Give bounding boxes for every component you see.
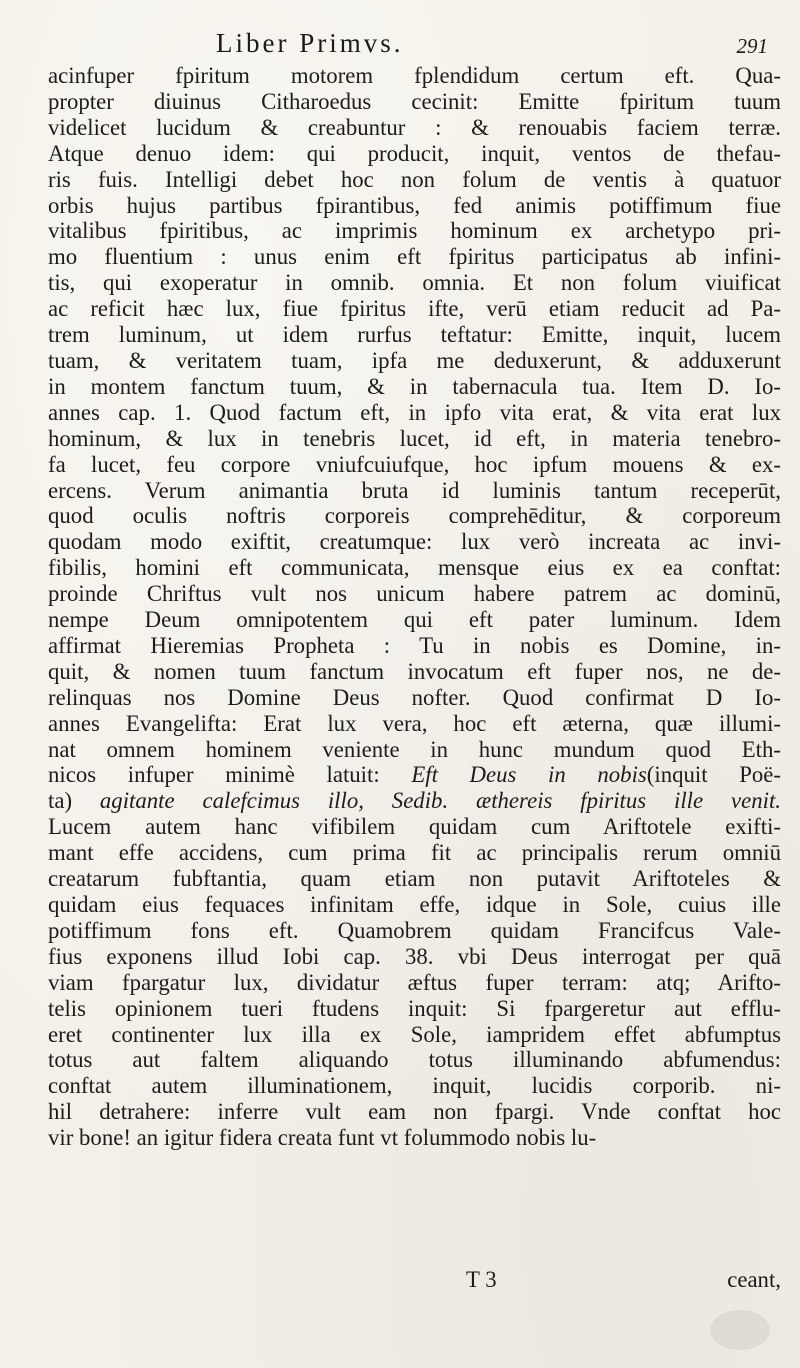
text-line: acinfuper fpiritum motorem fplendidum certum eft. Qua- [48,63,781,88]
line-roman-segment: nicos infuper minimè latuit: [48,762,412,788]
text-line: annes Evangelifta: Erat lux vera, hoc eft æterna, quæ illumi- [48,710,781,736]
page-footer [48,1267,781,1293]
line-roman-segment: ta) [48,788,100,814]
text-line [48,788,781,814]
signature-mark: T 3 [466,1267,497,1292]
text-line: annes cap. 1. Quod factum eft, in ipfo vita erat, & vita erat lux [48,399,781,425]
text-line [48,762,781,788]
body-text [48,63,781,1151]
running-head: Liber Primvs. [216,28,404,58]
text-line: ac reficit hæc lux, fiue fpiritus ifte, verū etiam reducit ad Pa- [48,296,781,322]
text-line: vir bone! an igitur fidera creata funt vt folummodo nobis lu- [48,1125,597,1151]
text-line: creatarum fubftantia, quam etiam non putavit Ariftoteles & [48,866,781,892]
text-line: tis, qui exoperatur in omnib. omnia. Et non folum viuificat [48,270,781,296]
text-line: hominum, & lux in tenebris lucet, id eft, in materia tenebro- [48,425,781,451]
page-header [48,28,770,64]
text-line: trem luminum, ut idem rurfus teftatur: Emitte, inquit, lucem [48,322,781,348]
text-line: Lucem autem hanc vifibilem quidam cum Ariftotele exifti- [48,814,781,840]
text-line: quidam eius fequaces infinitam effe, idque in Sole, cuius ille [48,892,781,917]
text-line: affirmat Hieremias Propheta : Tu in nobis es Domine, in- [48,632,781,658]
line-roman-segment: (inquit Poë- [646,762,781,788]
text-line: ris fuis. Intelligi debet hoc non folum de ventis à quatuor [48,166,781,192]
page-number: 291 [736,34,768,58]
text-line: quod oculis noftris corporeis comprehēditur, & corporeum [48,503,781,529]
text-line: conftat autem illuminationem, inquit, lucidis corporib. ni- [48,1073,781,1099]
text-line: fius exponens illud Iobi cap. 38. vbi Deus interrogat per quā [48,943,781,969]
text-line: videlicet lucidum & creabuntur : & renouabis faciem terræ. [48,114,781,140]
text-line: ercens. Verum animantia bruta id luminis tantum receperūt, [48,477,781,503]
text-line: potiffimum fons eft. Quamobrem quidam Francifcus Vale- [48,917,781,943]
text-line: tuam, & veritatem tuam, ipfa me deduxerunt, & adduxerunt [48,347,781,373]
text-line: fibilis, homini eft communicata, mensque eius ex ea conftat: [48,555,781,581]
text-line: quodam modo exiftit, creatumque: lux verò increata ac invi- [48,529,781,555]
text-line: telis opinionem tueri ftudens inquit: Si fpargeretur aut efflu- [48,995,781,1021]
text-line: proinde Chriftus vult nos unicum habere patrem ac dominū, [48,581,781,607]
text-line: mo fluentium : unus enim eft fpiritus participatus ab infini- [48,244,781,270]
text-line: mant effe accidens, cum prima fit ac principalis rerum omniū [48,840,781,866]
text-line: vitalibus fpiritibus, ac imprimis hominum ex archetypo pri- [48,218,781,244]
line-italic-segment: agitante calefcimus illo, Sedib. æthereis fpiritus ille venit. [99,788,781,814]
line-italic-segment: Eft Deus in nobis [411,762,647,788]
text-line: totus aut faltem aliquando totus illuminando abfumendus: [48,1047,781,1073]
text-line: relinquas nos Domine Deus nofter. Quod confirmat D Io- [48,684,781,710]
catchword: ceant, [727,1267,781,1292]
text-line: nat omnem hominem veniente in hunc mundum quod Eth- [48,736,781,762]
text-line: hil detrahere: inferre vult eam non fpargi. Vnde conftat hoc [48,1099,781,1125]
text-line: propter diuinus Citharoedus cecinit: Emitte fpiritum tuum [48,88,781,114]
paper-stain [710,1310,770,1350]
text-line: viam fpargatur lux, dividatur æftus fuper terram: atq; Arifto- [48,969,781,995]
text-line: eret continenter lux illa ex Sole, iampridem effet abfumptus [48,1021,781,1047]
text-line: quit, & nomen tuum fanctum invocatum eft fuper nos, ne de- [48,658,781,684]
text-line: fa lucet, feu corpore vniufcuiufque, hoc ipfum mouens & ex- [48,451,781,477]
text-line: in montem fanctum tuum, & in tabernacula tua. Item D. Io- [48,373,781,399]
text-line: nempe Deum omnipotentem qui eft pater luminum. Idem [48,607,781,633]
text-line: Atque denuo idem: qui producit, inquit, ventos de thefau- [48,140,781,166]
text-line: orbis hujus partibus fpirantibus, fed animis potiffimum fiue [48,192,781,218]
